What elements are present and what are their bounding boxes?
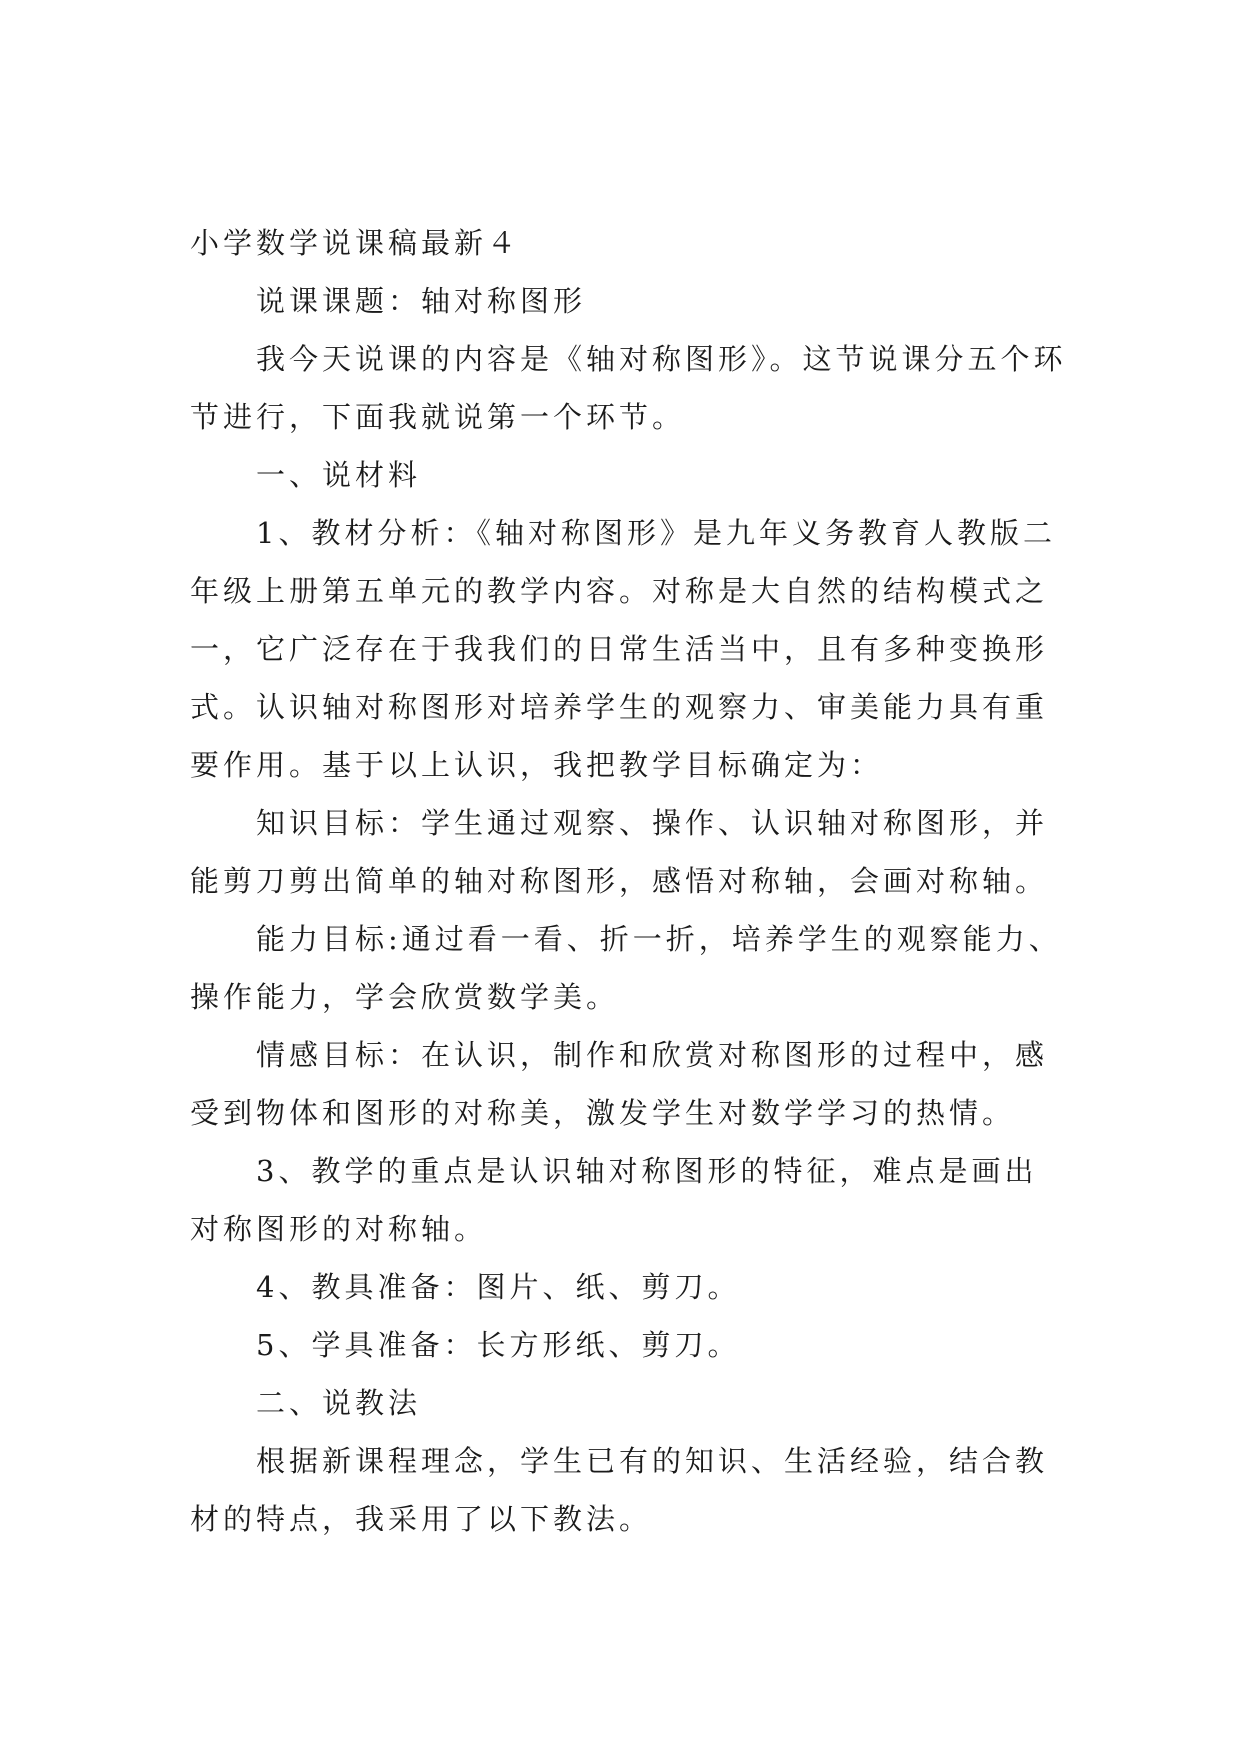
paragraph-intro: 我今天说课的内容是《轴对称图形》。这节说课分五个环节进行，下面我就说第一个环节。 <box>190 342 1067 434</box>
paragraph-learning-aids: 5、学具准备：长方形纸、剪刀。 <box>256 1328 741 1362</box>
paragraph-methods-intro: 根据新课程理念，学生已有的知识、生活经验，结合教材的特点，我采用了以下教法。 <box>190 1444 1049 1536</box>
paragraph-textbook-analysis: 1、教材分析：《轴对称图形》是九年义务教育人教版二年级上册第五单元的教学内容。对称是大自然的结构模式之一，它广泛存在于我我们的日常生活当中，且有多种变换形式。认识轴对称图形对培养学生的观察力、审美能力具有重要作用。基于以上认识，我把教学目标确定为： <box>190 516 1056 782</box>
section-heading-methods: 二、说教法 <box>256 1386 422 1420</box>
paragraph-key-points: 3、教学的重点是认识轴对称图形的特征，难点是画出对称图形的对称轴。 <box>190 1154 1038 1246</box>
paragraph-teaching-aids: 4、教具准备：图片、纸、剪刀。 <box>256 1270 741 1304</box>
paragraph-knowledge-goal: 知识目标：学生通过观察、操作、认识轴对称图形，并能剪刀剪出简单的轴对称图形，感悟对称轴，会画对称轴。 <box>190 806 1049 898</box>
document-title: 小学数学说课稿最新４ <box>190 226 521 260</box>
section-heading-materials: 一、说材料 <box>256 458 422 492</box>
paragraph-ability-goal: 能力目标:通过看一看、折一折，培养学生的观察能力、操作能力，学会欣赏数学美。 <box>190 922 1062 1014</box>
document-body <box>190 214 1070 1548</box>
paragraph-topic: 说课课题：轴对称图形 <box>256 284 587 318</box>
paragraph-emotion-goal: 情感目标：在认识，制作和欣赏对称图形的过程中，感受到物体和图形的对称美，激发学生对数学学习的热情。 <box>190 1038 1049 1130</box>
